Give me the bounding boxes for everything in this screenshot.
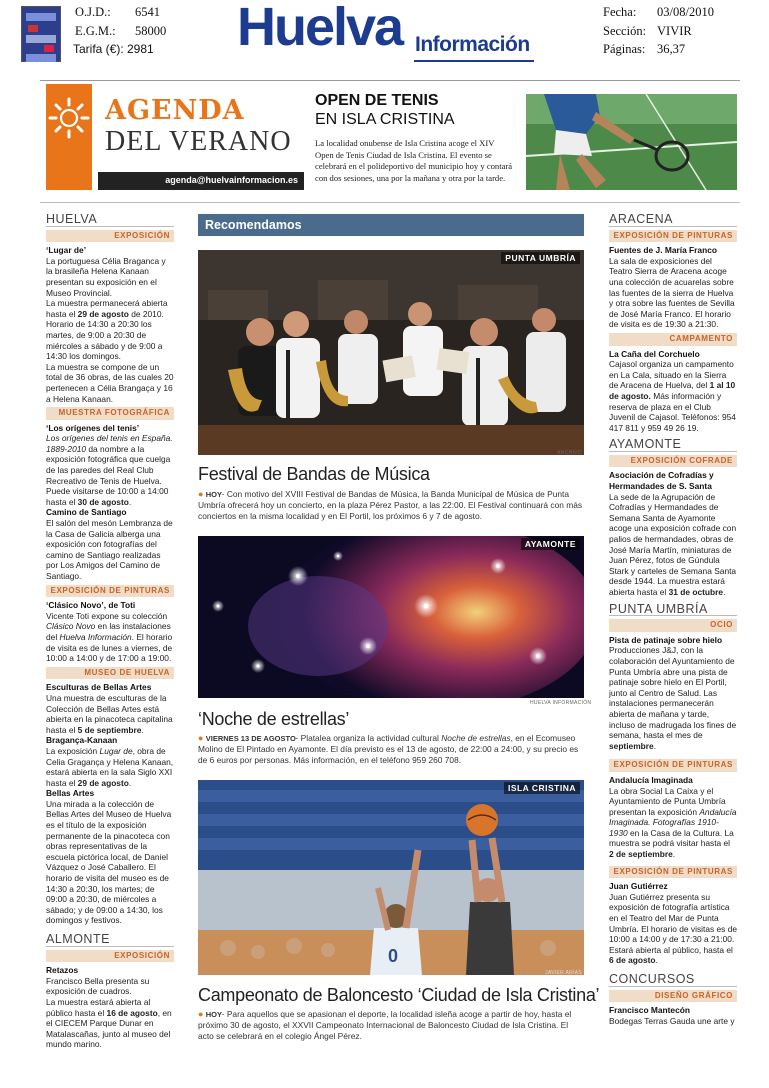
svg-text:0: 0 bbox=[388, 946, 399, 966]
masthead-title: Huelva bbox=[237, 0, 403, 57]
agenda-email[interactable]: agenda@huelvainformacion.es bbox=[98, 172, 304, 190]
photo-credit: HUELVA INFORMACIÓN bbox=[530, 700, 592, 706]
ojd-value: 6541 bbox=[135, 5, 160, 19]
item-text: Cajasol organiza un campamento en La Cala, situado en la Sierra de Aracena de Huelva, del 1 al 10 de agosto. Más información y reserva de plaza en el Club Juvenil de Cajasol. Teléfonos: 954 417 811 y 959 49 26 19. bbox=[609, 359, 736, 433]
egm-value: 58000 bbox=[135, 23, 167, 38]
category-label: MUSEO DE HUELVA bbox=[46, 667, 174, 680]
clipping-logo bbox=[21, 6, 61, 62]
story-body: ● HOY· Con motivo del XVIII Festival de Bandas de Música, la Banda Municipal de Música de Punta Umbría ofrecerá hoy un concierto, en la plaza Pérez Pastor, a las 22:00. El Festival continuará con más conciertos en la misma localidad y en El Portil, los próximos 6 y 7 de agosto. bbox=[198, 489, 583, 521]
clipping-meta-right bbox=[603, 3, 714, 59]
item-text: Los orígenes del tenis en España. 1889-2010 da nombre a la exposición fotográfica que cuelga de las paredes del Real Club Recreativo de Tenis de Huelva. Puede visitarse de 10:00 a 14:00 hasta el 30 de agosto. bbox=[46, 433, 173, 507]
right-column bbox=[609, 214, 737, 1026]
item-text: Una mirada a la colección de Bellas Artes del Museo de Huelva es el título de la exposición permanente de la pinacoteca con obras representativas de la escuela pictórica local, de Daniel Vázquez o José Caballero. El horario de visita del museo es de 14:30 a 20:30, los martes; de 09:00 a 20:30, de miércoles a sábado; y de 09:00 a 14:30, los domingos y festivos. bbox=[46, 798, 172, 926]
story-body: ● VIERNES 13 DE AGOSTO· Platalea organiza la actividad cultural Noche de estrellas, en el Ecomuseo Molino de El Pintado en Ayamonte. El día previsto es el 13 de agosto, de 22:00 a 24:00, y su precio es de 6 euros por personas. Más información, en el teléfono 959 260 708. bbox=[198, 733, 579, 765]
category-label: EXPOSICIÓN DE PINTURAS bbox=[609, 866, 737, 879]
item-title: Bellas Artes bbox=[46, 788, 95, 799]
city-heading: ALMONTE bbox=[46, 934, 174, 947]
category-label: CAMPAMENTO bbox=[609, 333, 737, 346]
item-text: La exposición Lugar de, obra de Celia Gragança y Helena Kanaan, estará abierta en la sala Siglo XXI hasta el 29 de agosto. bbox=[46, 745, 174, 788]
item-text: La sede de la Agrupación de Cofradías y Hermandades de Semana Santa de Ayamonte acoge una exposición cofrade con palios de hermandades, obras de José María Martín, miniaturas de Juan Pérez, fotos de Gúndula Stark y carteles de Semana Santa desde 1944. La muestra estará abierta hasta el 31 de octubre. bbox=[609, 491, 737, 597]
item-text: Juan Gutiérrez presenta su exposición de fotografía artística en el Teatro del Mar de Punta Umbría. El horario de visitas es de 10:00 a 14:00 y de 17:30 a 21:00. Estará abierta al público, hasta el 6 de agosto. bbox=[609, 891, 738, 966]
item-title: Retazos bbox=[46, 965, 79, 976]
item-title: Fuentes de J. María Franco bbox=[609, 245, 717, 256]
item-text: La muestra se compone de un total de 36 obras, de las cuales 20 pertenecen a Célia Brangaça y 16 a Helena Kanaan. bbox=[46, 361, 174, 404]
city-heading: HUELVA bbox=[46, 214, 174, 227]
feature-title: OPEN DE TENIS bbox=[315, 92, 439, 109]
paginas-value: 36,37 bbox=[657, 42, 686, 56]
stars-photo bbox=[198, 536, 584, 698]
seccion-value: VIVIR bbox=[657, 23, 692, 38]
city-heading: PUNTA UMBRÍA bbox=[609, 604, 737, 617]
location-tag: PUNTA UMBRÍA bbox=[501, 252, 580, 264]
feature-subtitle: EN ISLA CRISTINA bbox=[315, 111, 455, 128]
item-title: Camino de Santiago bbox=[46, 507, 127, 518]
banner-divider bbox=[40, 202, 740, 203]
story-title: Festival de Bandas de Música bbox=[198, 464, 430, 484]
location-tag: AYAMONTE bbox=[521, 538, 580, 550]
story-body: ● HOY· Para aquellos que se apasionan el deporte, la localidad isleña acoge a partir de hoy, hasta el próximo 30 de agosto, el XXVII Campeonato Internacional de Baloncesto Ciudad de Isla Cristina. El acto se celebrará en el colegio Ángel Pérez. bbox=[198, 1009, 572, 1041]
item-text: La muestra estará abierta al público hasta el 16 de agosto, en el CIECEM Parque Dunar en Matalascañas, junto al museo del mundo marino. bbox=[46, 996, 172, 1050]
item-text: Una muestra de esculturas de la Colección de Bellas Artes está abierta en la pinacoteca capitalina hasta el 5 de septiembre. bbox=[46, 692, 173, 735]
item-title: Bragança-Kanaan bbox=[46, 735, 118, 746]
ojd-label: O.J.D.: bbox=[75, 5, 111, 19]
item-text: El salón del mesón Lembranza de la Casa de Galicia alberga una exposición con fotografías del camino de Santiago realizadas por Los Amigos del Camino de Santiago. bbox=[46, 518, 173, 581]
fecha-value: 03/08/2010 bbox=[657, 5, 714, 19]
seccion-label: Sección: bbox=[603, 23, 647, 38]
item-text: Producciones J&J, con la colaboración del Ayuntamiento de Punta Umbría abre una pista de patinaje sobre hielo en El Portil, junto al Centro de Salud. Las instalaciones permanecerán abierta de mañana y tarde, incluso de madrugada los fines de semana, hasta el mes de septiembre. bbox=[609, 645, 737, 751]
tarifa: Tarifa (€): 2981 bbox=[73, 42, 154, 56]
item-text: La portuguesa Célia Braganca y la brasileña Helena Kanaan presentan su exposición en el Museo Provincial. bbox=[46, 255, 166, 298]
item-title: ‘Clásico Novo’, de Toti bbox=[46, 600, 136, 611]
sun-icon bbox=[46, 84, 92, 190]
item-text: Francisco Bella presenta su exposición de cuadros. bbox=[46, 975, 150, 997]
agenda-subtitle: DEL VERANO bbox=[105, 126, 292, 157]
city-heading: ARACENA bbox=[609, 214, 737, 227]
basketball-photo bbox=[198, 780, 584, 975]
band-photo bbox=[198, 250, 584, 455]
fecha-label: Fecha: bbox=[603, 5, 637, 19]
paginas-label: Páginas: bbox=[603, 42, 646, 56]
category-label: EXPOSICIÓN COFRADE bbox=[609, 455, 737, 468]
feature-body: La localidad onubense de Isla Cristina acoge el XIV Open de Tenis Ciudad de Isla Cristina. El evento se celebrará en el polideportivo del municipio hoy y contará con dos sesiones, una por la mañana y otra por la tarde. bbox=[315, 138, 513, 183]
location-tag: ISLA CRISTINA bbox=[504, 782, 580, 794]
agenda-title: AGENDA bbox=[105, 95, 245, 126]
city-heading: CONCURSOS bbox=[609, 974, 737, 987]
category-label: OCIO bbox=[609, 619, 737, 632]
egm-label: E.G.M.: bbox=[75, 23, 116, 38]
clipping-meta-left bbox=[75, 3, 166, 59]
item-title: Asociación de Cofradías y Hermandades de S. Santa bbox=[609, 470, 714, 492]
item-text: La sala de exposiciones del Teatro Sierra de Aracena acoge una colección de acuarelas sobre las fuentes de la sierra de Huelva y otra sobre las fuentes de Sevilla de José María Franco. El horario de visita es de 19:30 a 21:30. bbox=[609, 255, 735, 330]
category-label: MUESTRA FOTOGRÁFICA bbox=[46, 407, 174, 420]
category-label: EXPOSICIÓN DE PINTURAS bbox=[609, 759, 737, 772]
item-title: La Caña del Corchuelo bbox=[609, 348, 700, 359]
story-title: Campeonato de Baloncesto ‘Ciudad de Isla Cristina’ bbox=[198, 985, 600, 1005]
tennis-photo bbox=[526, 94, 737, 190]
category-label: EXPOSICIÓN DE PINTURAS bbox=[46, 585, 174, 598]
item-text: Bodegas Terras Gauda une arte y bbox=[609, 1015, 735, 1026]
item-title: Andalucía Imaginada bbox=[609, 774, 693, 785]
item-title: ‘Lugar de’ bbox=[46, 245, 87, 256]
masthead-subtitle: Información bbox=[415, 33, 530, 56]
item-title: Esculturas de Bellas Artes bbox=[46, 682, 152, 693]
category-label: DISEÑO GRÁFICO bbox=[609, 990, 737, 1003]
header-divider bbox=[40, 80, 740, 81]
masthead-logo bbox=[237, 2, 537, 64]
story-title: ‘Noche de estrellas’ bbox=[198, 709, 350, 729]
recommend-bar: Recomendamos bbox=[198, 214, 584, 236]
item-title: Francisco Mantecón bbox=[609, 1005, 690, 1016]
photo-credit: ARCHIVO bbox=[557, 450, 582, 455]
category-label: EXPOSICIÓN DE PINTURAS bbox=[609, 230, 737, 243]
left-column bbox=[46, 214, 174, 1050]
category-label: EXPOSICIÓN bbox=[46, 230, 174, 243]
item-text: La obra Social La Caixa y el Ayuntamiento de Punta Umbría presentan la exposición Andalucía Imaginada. Fotografías 1910-1930 en la Casa de la Cultura. La muestra se podrá visitar hasta el 2 de septiembre. bbox=[609, 785, 737, 860]
item-title: ‘Los orígenes del tenis’ bbox=[46, 422, 140, 433]
item-text: La muestra permanecerá abierta hasta el 29 de agosto de 2010. Horario de 14:30 a 20:30 los martes, de 9:00 a 20:30 de miércoles a sábado y de 9:00 a 14:30 los domingos. bbox=[46, 298, 168, 362]
photo-credit: JAVIER ARIAS bbox=[545, 970, 582, 975]
category-label: EXPOSICIÓN bbox=[46, 950, 174, 963]
item-title: Pista de patinaje sobre hielo bbox=[609, 634, 723, 645]
item-text: Vicente Toti expone su colección Clásico Novo en las instalaciones del Huelva Información. El horario de visita es de lunes a viernes, de 10:00 a 14:00 y de 17:00 a 19:00. bbox=[46, 610, 173, 664]
item-title: Juan Gutiérrez bbox=[609, 881, 668, 892]
city-heading: AYAMONTE bbox=[609, 439, 737, 452]
